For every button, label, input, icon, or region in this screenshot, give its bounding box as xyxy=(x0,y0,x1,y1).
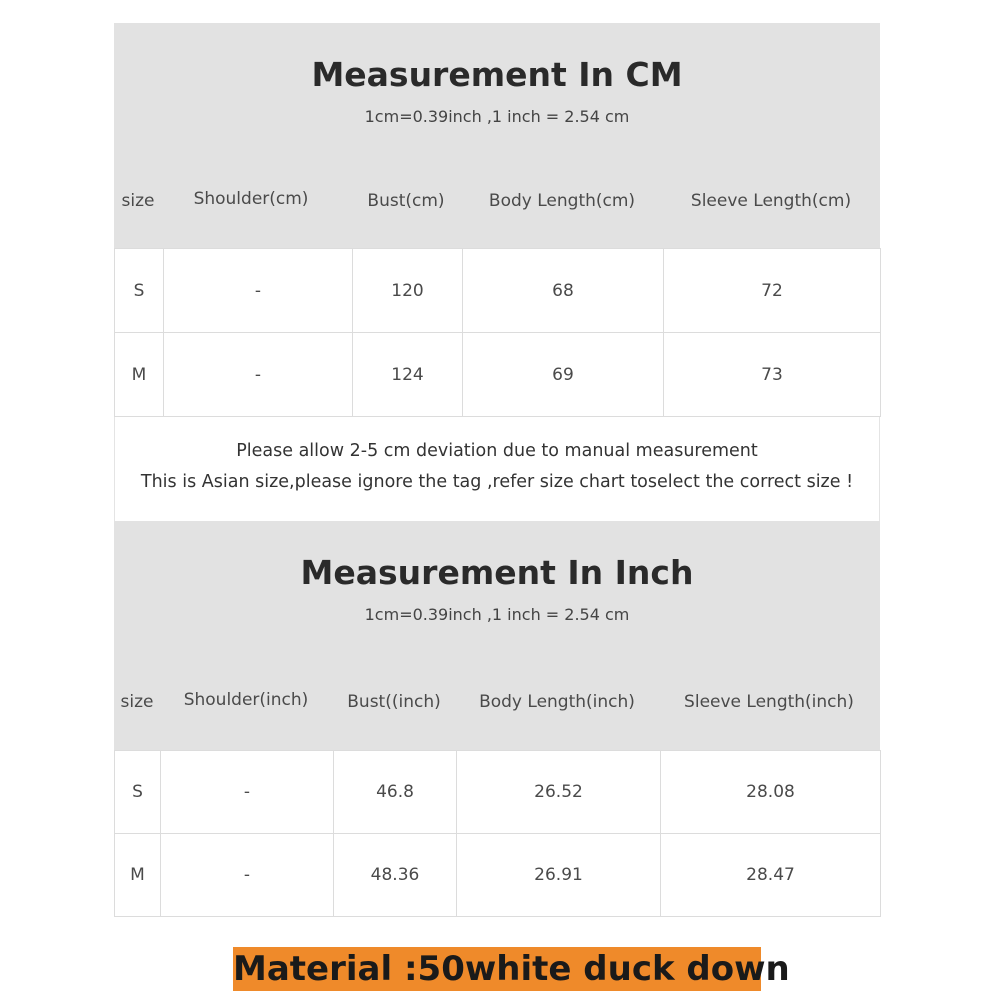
bust-cell: 120 xyxy=(353,249,463,333)
body-length-cell: 26.91 xyxy=(457,834,661,917)
shoulder-cell: - xyxy=(164,333,353,417)
inch-header-bust: Bust((inch) xyxy=(347,692,441,712)
material-label: Material :50white duck down xyxy=(233,949,790,989)
inch-header-shoulder: Shoulder(inch) xyxy=(183,690,309,710)
cm-header-sleeve-length: Sleeve Length(cm) xyxy=(690,191,852,211)
inch-size-table xyxy=(114,750,881,917)
inch-conversion-note: 1cm=0.39inch ,1 inch = 2.54 cm xyxy=(364,605,630,624)
body-length-cell: 26.52 xyxy=(457,751,661,834)
shoulder-cell: - xyxy=(161,834,334,917)
sleeve-length-cell: 73 xyxy=(664,333,881,417)
inch-title: Measurement In Inch xyxy=(300,553,694,592)
cm-header-shoulder: Shoulder(cm) xyxy=(193,189,309,209)
cm-title: Measurement In CM xyxy=(311,55,683,94)
body-length-cell: 69 xyxy=(463,333,664,417)
cm-header-body-length: Body Length(cm) xyxy=(488,191,636,211)
inch-header-size: size xyxy=(120,692,154,712)
deviation-note: Please allow 2-5 cm deviation due to manual measurement xyxy=(236,441,758,461)
inch-header-body-length: Body Length(inch) xyxy=(479,692,635,712)
cm-header-size: size xyxy=(121,191,155,211)
body-length-cell: 68 xyxy=(463,249,664,333)
bust-cell: 48.36 xyxy=(334,834,457,917)
table-row xyxy=(115,249,881,333)
sleeve-length-cell: 28.47 xyxy=(661,834,881,917)
size-notes xyxy=(114,417,880,521)
cm-header-panel xyxy=(114,23,880,248)
sleeve-length-cell: 72 xyxy=(664,249,881,333)
table-row xyxy=(115,751,881,834)
inch-header-panel xyxy=(114,521,880,750)
bust-cell: 46.8 xyxy=(334,751,457,834)
cm-conversion-note: 1cm=0.39inch ,1 inch = 2.54 cm xyxy=(364,107,630,126)
size-cell: M xyxy=(115,834,161,917)
shoulder-cell: - xyxy=(164,249,353,333)
cm-size-table xyxy=(114,248,881,417)
bust-cell: 124 xyxy=(353,333,463,417)
size-cell: S xyxy=(115,751,161,834)
shoulder-cell: - xyxy=(161,751,334,834)
table-row xyxy=(115,333,881,417)
sleeve-length-cell: 28.08 xyxy=(661,751,881,834)
cm-header-bust: Bust(cm) xyxy=(367,191,445,211)
asian-size-note: This is Asian size,please ignore the tag ,refer size chart toselect the correct size ! xyxy=(140,472,854,492)
size-cell: M xyxy=(115,333,164,417)
table-row xyxy=(115,834,881,917)
size-cell: S xyxy=(115,249,164,333)
inch-header-sleeve-length: Sleeve Length(inch) xyxy=(684,692,854,712)
